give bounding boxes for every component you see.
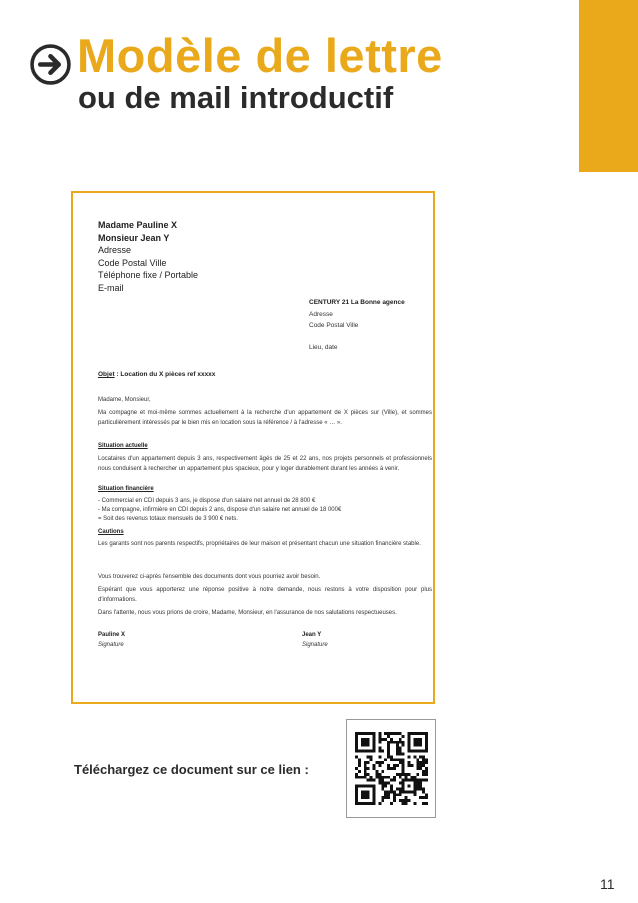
section-title-cautions: Cautions	[98, 529, 124, 535]
corner-color-tab	[579, 0, 638, 172]
signature-block-1	[98, 631, 125, 650]
financial-item-1: - Commercial en CDI depuis 3 ans, je dispose d'un salaire net annuel de 28 800 €	[98, 498, 316, 504]
letter-template	[71, 191, 435, 704]
cautions-text: Les garants sont nos parents respectifs, propriétaires de leur maison et présentant chacun une situation financière stable.	[98, 541, 421, 547]
sender-email: E-mail	[98, 282, 124, 293]
recipient-name: CENTURY 21 La Bonne agence	[309, 299, 405, 306]
section-title-situation-financiere: Situation financière	[98, 486, 154, 492]
page-subtitle: ou de mail introductif	[78, 80, 394, 115]
section-title-situation-actuelle: Situation actuelle	[98, 443, 148, 449]
financial-total: = Soit des revenus totaux mensuels de 3 900 € nets.	[98, 516, 238, 522]
letter-subject: Objet : Location du X pièces ref xxxxx	[98, 371, 216, 378]
sender-phone: Téléphone fixe / Portable	[98, 270, 199, 280]
signature-name-1: Pauline X	[98, 632, 126, 638]
sender-block	[98, 219, 198, 294]
signature-label-1: Signature	[98, 641, 124, 648]
page-number: 11	[600, 876, 615, 892]
page-title: Modèle de lettre	[77, 29, 443, 82]
sender-postal: Code Postal Ville	[98, 257, 167, 268]
recipient-block	[309, 297, 405, 332]
sender-name-1: Madame Pauline X	[98, 220, 178, 230]
recipient-postal: Code Postal Ville	[309, 322, 359, 329]
arrow-right-circle-icon	[30, 44, 71, 85]
place-date: Lieu, date	[309, 344, 338, 351]
closing-line-3: Dans l'attente, nous vous prions de croire, Madame, Monsieur, en l'assurance de nos salutations respectueuses.	[98, 610, 397, 616]
signature-label-2: Signature	[302, 641, 328, 648]
qr-code-icon[interactable]	[355, 732, 428, 805]
qr-code-frame[interactable]	[346, 719, 436, 818]
situation-actuelle-text: Locataires d'un appartement depuis 3 ans, respectivement âgés de 25 et 22 ans, nos projets personnels et professionnels nous conduisent à rechercher un appartement plus spacieux, pour y loger durablement durant les années à venir.	[98, 456, 432, 472]
signature-block-2	[302, 631, 328, 650]
download-label: Téléchargez ce document sur ce lien :	[74, 762, 309, 777]
financial-item-2: - Ma compagne, infirmière en CDI depuis 2 ans, dispose d'un salaire net annuel de 18 000€	[98, 507, 342, 513]
sender-name-2: Monsieur Jean Y	[98, 232, 170, 243]
letter-intro: Ma compagne et moi-même sommes actuellement à la recherche d'un appartement de X pièces sur (Ville), et sommes particulièrement intéressés par le bien mis en location sous la référence / à l'adresse « … ».	[98, 410, 432, 426]
sender-address: Adresse	[98, 245, 132, 255]
closing-line-2: Espérant que vous apporterez une réponse positive à notre demande, nous restons à votre disposition pour plus d'informations.	[98, 587, 432, 603]
recipient-address: Adresse	[309, 310, 333, 318]
signature-name-2: Jean Y	[302, 632, 322, 638]
letter-greeting: Madame, Monsieur,	[98, 397, 151, 403]
closing-line-1: Vous trouverez ci-après l'ensemble des documents dont vous pourriez avoir besoin.	[98, 574, 321, 580]
